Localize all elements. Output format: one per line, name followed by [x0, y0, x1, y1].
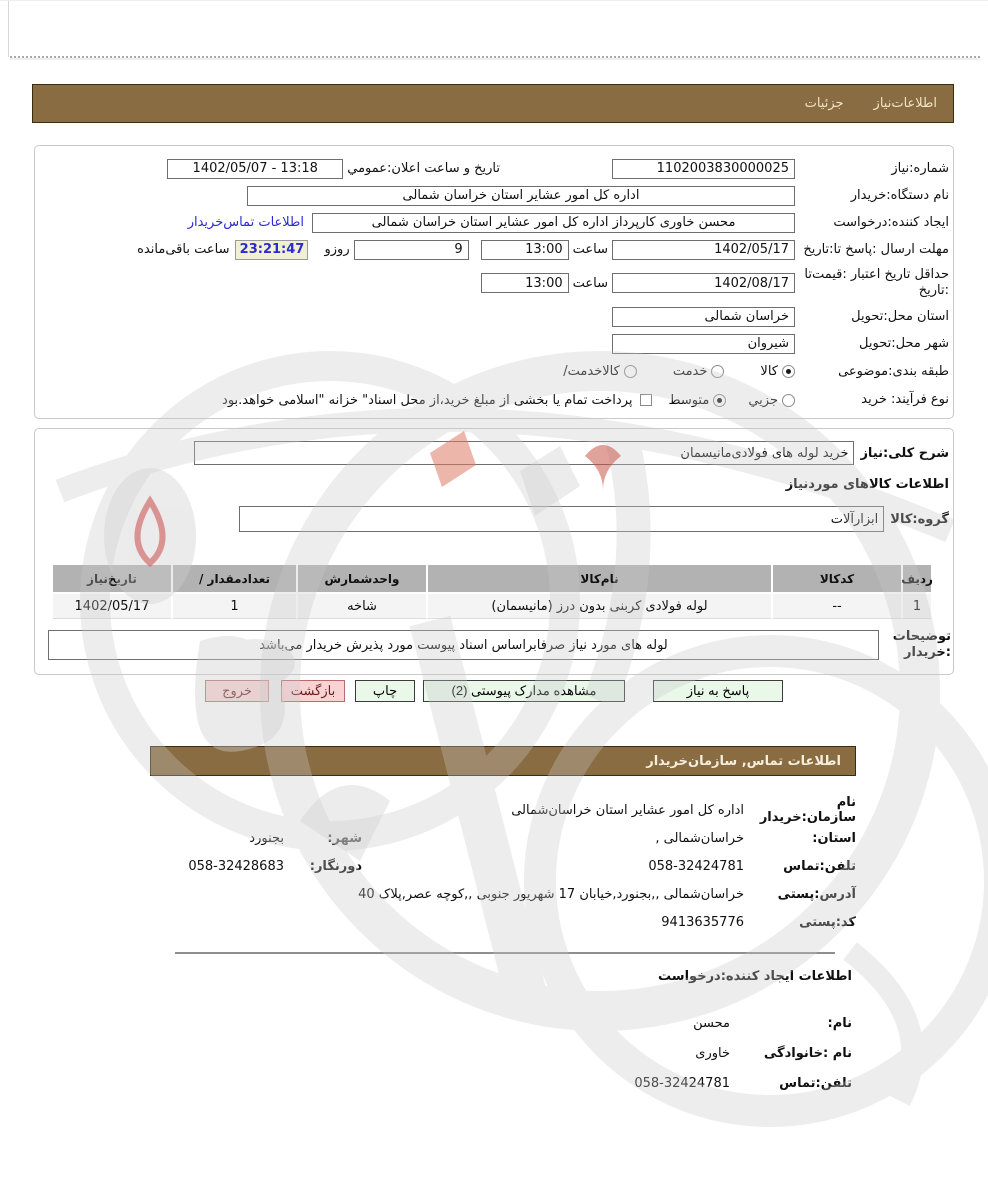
process-type-label: نوع فرآیند: خرید — [861, 392, 949, 407]
validity-date-field[interactable]: 1402/08/17 — [612, 273, 795, 293]
request-creator-block — [136, 969, 852, 1098]
org-name-row — [150, 796, 856, 824]
radio-goods[interactable] — [782, 365, 795, 378]
delivery-city-label: شهر محل:تحویل — [859, 335, 949, 351]
creator-name-value: محسن — [693, 1015, 730, 1031]
delivery-city-row — [35, 330, 953, 357]
view-docs-button[interactable]: مشاهده مدارک پیوستی (2) — [423, 680, 625, 702]
buyer-remarks-label: توضیحات :خریدار — [892, 629, 951, 660]
page-edge-line — [8, 1, 9, 57]
request-creator-header: اطلاعات ایجاد کننده:درخواست — [658, 969, 852, 984]
phone-fax-row — [150, 852, 856, 880]
contact-phone-label: تلفن:تماس — [783, 858, 856, 874]
header-cell-row: ردیف — [901, 565, 931, 592]
creator-family-label: نام :خانوادگی — [763, 1045, 852, 1061]
goods-table-header-row — [53, 565, 931, 592]
radio-goods-service[interactable] — [624, 365, 637, 378]
deadline-hour-label: ساعت — [572, 242, 608, 257]
radio-minor-label: جزیي — [748, 392, 778, 408]
classification-row — [35, 357, 953, 386]
goods-group-row — [35, 499, 953, 539]
tab-need-info[interactable]: اطلاعات‌نیاز — [873, 96, 937, 111]
creator-phone-value: 058-32424781 — [634, 1075, 730, 1091]
province-value: خراسان‌شمالی , — [655, 830, 744, 846]
creator-phone-row — [136, 1068, 852, 1098]
fax-value: 058-32428683 — [188, 858, 284, 874]
buyer-org-label: نام دستگاه:خریدار — [850, 187, 949, 203]
buyer-contact-block — [150, 788, 856, 936]
price-validity-row — [35, 263, 953, 303]
buyer-contact-header — [150, 746, 856, 776]
address-row — [150, 880, 856, 908]
need-number-row — [35, 155, 953, 182]
days-label: روزو — [324, 242, 350, 257]
goods-group-label: گروه:کالا — [890, 511, 949, 527]
province-city-row — [150, 824, 856, 852]
city-value: بجنورد — [249, 830, 284, 846]
print-button[interactable]: چاپ — [355, 680, 415, 702]
tab-details[interactable]: جزئیات — [804, 96, 844, 111]
postal-address-value: خراسان‌شمالی ,,بجنورد,خیابان 17 شهریور جنوبی ,,کوچه عصر,پلاک 40 — [358, 886, 744, 902]
fax-label: دورنگار: — [309, 858, 362, 874]
respond-button[interactable]: پاسخ به نیاز — [653, 680, 783, 702]
deadline-time-field[interactable]: 13:00 — [481, 240, 569, 260]
delivery-province-field[interactable]: خراسان شمالی — [612, 307, 795, 327]
postal-address-label: آدرس:پستی — [777, 886, 856, 902]
goods-info-header-row — [35, 469, 953, 499]
creator-row — [35, 209, 953, 236]
buyer-contact-header-text: اطلاعات تماس, سازمان‌خریدار — [646, 753, 841, 769]
section-divider — [175, 952, 835, 954]
header-cell-code: کدکالا — [771, 565, 901, 592]
radio-service[interactable] — [711, 365, 724, 378]
goods-info-header: اطلاعات کالاهای موردنیاز — [785, 476, 949, 492]
treasury-note: پرداخت تمام یا بخشی از مبلغ خرید،از محل اسناد" خزانه "اسلامی خواهد.بود — [222, 392, 633, 408]
validity-time-field[interactable]: 13:00 — [481, 273, 569, 293]
tab-bar — [32, 84, 954, 123]
creator-name-label: نام: — [827, 1015, 852, 1031]
header-cell-need-date: تاریخ‌نیاز — [53, 565, 171, 592]
radio-medium-label: متوسط — [668, 392, 710, 408]
deadline-row — [35, 236, 953, 263]
radio-minor[interactable] — [782, 394, 795, 407]
province-label: استان: — [812, 830, 856, 846]
goods-table — [53, 565, 931, 619]
cell-need-date: 1402/05/17 — [53, 592, 171, 619]
goods-table-row — [53, 592, 931, 619]
postal-code-row — [150, 908, 856, 936]
back-button[interactable]: بازگشت — [281, 680, 345, 702]
header-cell-unit: واحدشمارش — [296, 565, 426, 592]
cell-unit: شاخه — [296, 592, 426, 619]
creator-family-value: خاوری — [695, 1045, 730, 1061]
need-description-label: شرح کلی:نیاز — [860, 445, 949, 461]
radio-service-label: خدمت — [672, 364, 708, 379]
creator-name-row — [136, 1008, 852, 1038]
treasury-checkbox[interactable] — [640, 394, 652, 406]
postal-code-value: 9413635776 — [661, 914, 744, 930]
postal-code-label: کد:پستی — [799, 914, 856, 930]
process-type-row — [35, 386, 953, 414]
buyer-remarks-row — [35, 629, 953, 661]
header-cell-quantity: تعدادمقدار / — [171, 565, 296, 592]
remaining-hours-label: ساعت باقی‌مانده — [137, 242, 230, 257]
action-buttons — [0, 680, 988, 702]
radio-goods-service-label: کالاخدمت/ — [563, 364, 620, 379]
buyer-remarks-field[interactable]: لوله های مورد نیاز صرفابراساس اسناد پیوست مورد پذیرش خریدار می‌باشد — [48, 630, 879, 660]
creator-phone-label: تلفن:تماس — [779, 1075, 852, 1091]
delivery-province-row — [35, 303, 953, 330]
city-label: شهر: — [327, 830, 362, 846]
need-summary-section — [34, 145, 954, 419]
cell-goods-code: -- — [771, 592, 901, 619]
delivery-province-label: استان محل:تحویل — [851, 308, 949, 324]
cell-goods-name: لوله فولادی کربنی بدون درز (مانیسمان) — [426, 592, 771, 619]
header-cell-name: نام‌کالا — [426, 565, 771, 592]
radio-medium[interactable] — [713, 394, 726, 407]
need-number-label: شماره:نیاز — [891, 160, 949, 176]
radio-goods-label: کالا — [760, 364, 778, 379]
creator-family-row — [136, 1038, 852, 1068]
need-description-row — [35, 437, 953, 469]
delivery-city-field[interactable]: شیروان — [612, 334, 795, 354]
announce-datetime-label: تاریخ و ساعت اعلان:عمومي — [347, 161, 500, 176]
org-name-value: اداره کل امور عشایر استان خراسان‌شمالی — [511, 802, 744, 818]
validity-hour-label: ساعت — [572, 275, 608, 291]
exit-button[interactable]: خروج — [205, 680, 269, 702]
countdown-timer: 23:21:47 — [235, 240, 308, 260]
price-validity-label: حداقل تاریخ اعتبار :قیمت‌تا :تاریخ — [804, 267, 949, 298]
goods-info-section — [34, 428, 954, 675]
request-creator-label: ایجاد کننده:درخواست — [833, 214, 949, 230]
cell-row-number: 1 — [901, 592, 931, 619]
goods-group-field[interactable]: ابزارآلات — [239, 506, 884, 532]
need-description-field[interactable]: خرید لوله های فولادی‌مانیسمان — [194, 441, 854, 465]
cell-quantity: 1 — [171, 592, 296, 619]
contact-phone-value: 058-32424781 — [648, 858, 744, 874]
dotted-separator — [10, 56, 980, 58]
deadline-label: مهلت ارسال :پاسخ تا:تاریخ — [803, 241, 949, 257]
deadline-date-field[interactable]: 1402/05/17 — [612, 240, 795, 260]
request-creator-field[interactable]: محسن خاوری کارپرداز اداره کل امور عشایر استان خراسان شمالی — [312, 213, 795, 233]
org-name-label: نام سازمان:خریدار — [759, 795, 856, 825]
days-field[interactable]: 9 — [354, 240, 469, 260]
announce-datetime-field[interactable]: 1402/05/07 - 13:18 — [167, 159, 343, 179]
buyer-org-field[interactable]: اداره کل امور عشایر استان خراسان شمالی — [247, 186, 795, 206]
buyer-org-row — [35, 182, 953, 209]
need-number-field[interactable]: 1102003830000025 — [612, 159, 795, 179]
classification-label: طبقه بندی:موضوعی — [838, 363, 949, 379]
buyer-contact-link[interactable]: اطلاعات تماس‌خریدار — [187, 215, 304, 230]
